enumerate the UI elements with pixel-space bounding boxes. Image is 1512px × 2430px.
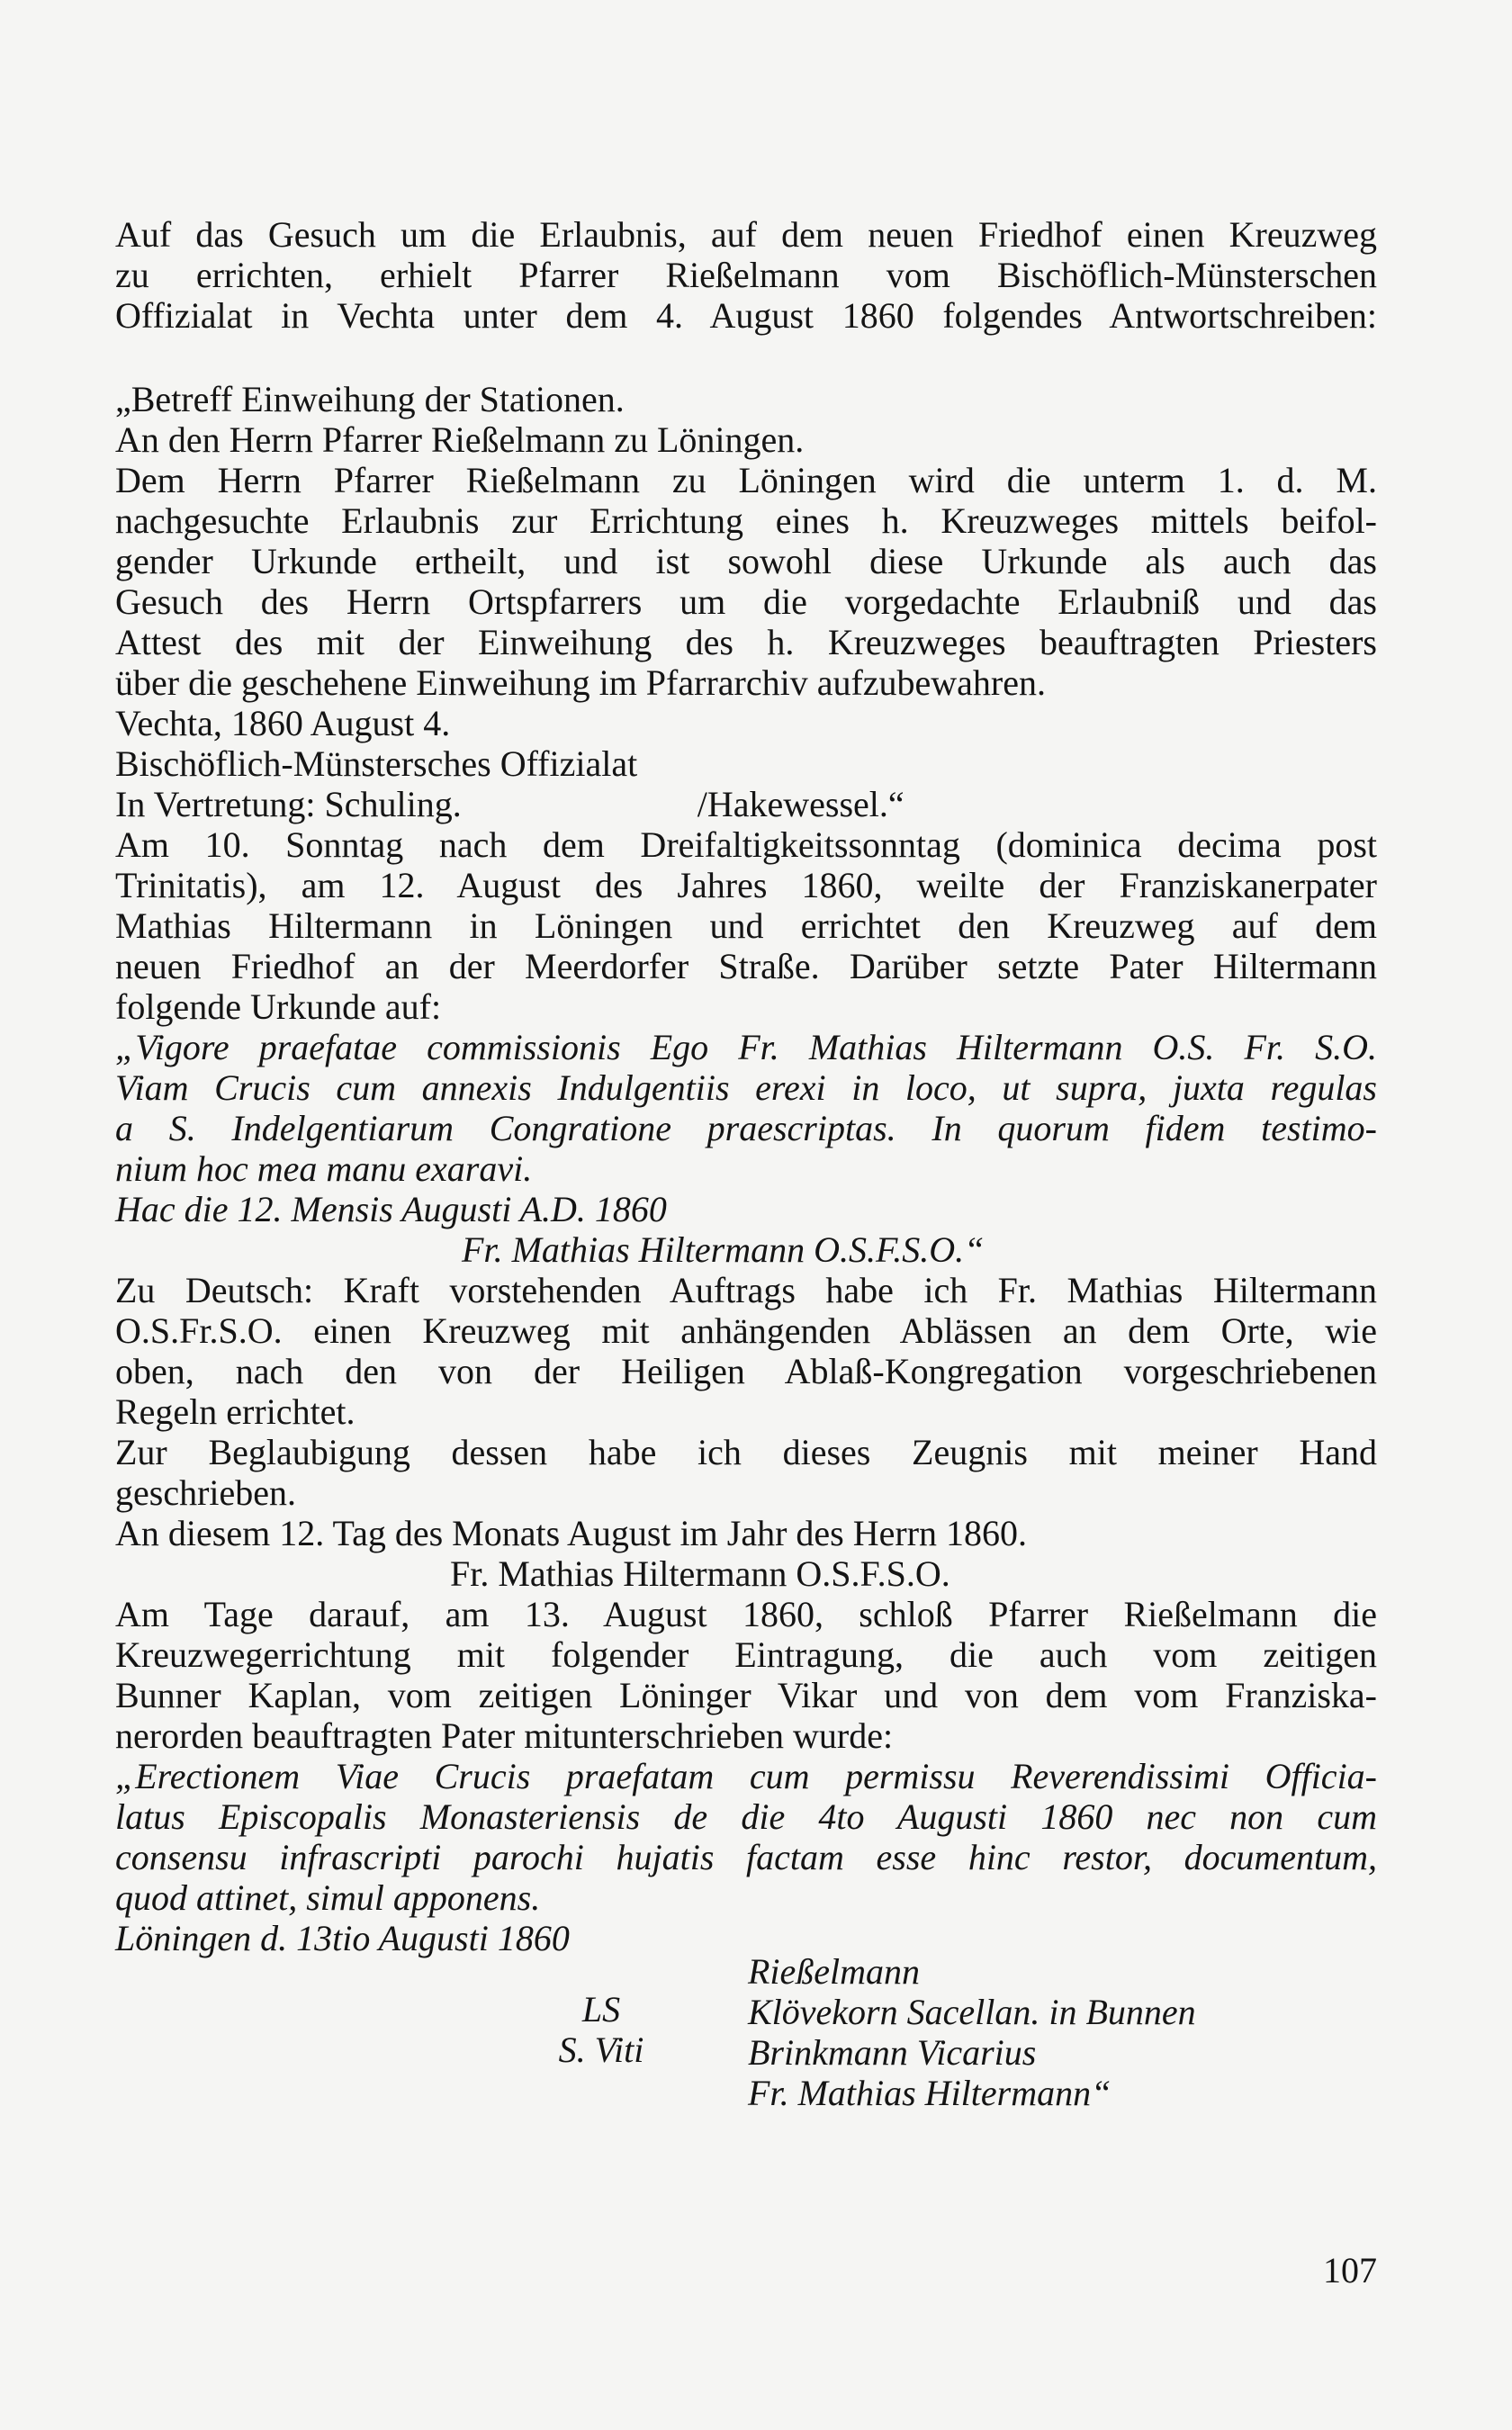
text-line: folgende Urkunde auf: [115,986,442,1027]
letter-sign-left: In Vertretung: Schuling. [115,784,462,824]
text-line: An den Herrn Pfarrer Rießelmann zu Löningen. [115,419,805,460]
text-line: nium hoc mea manu exaravi. [115,1148,533,1189]
signatory: Fr. Mathias Hiltermann“ [748,2073,1112,2113]
signatories [748,1951,1196,2113]
text-line: O.S.Fr.S.O. einen Kreuzweg mit anhängenden Ablässen an dem Orte, wie [115,1310,1377,1351]
text-line: nerorden beauftragten Pater mitunterschrieben wurde: [115,1715,894,1756]
text-line: Zu Deutsch: Kraft vorstehenden Auftrags habe ich Fr. Mathias Hiltermann [115,1270,1377,1310]
text-line: gender Urkunde ertheilt, und ist sowohl diese Urkunde als auch das [115,541,1377,581]
text-line: Dem Herrn Pfarrer Rießelmann zu Löningen wird die unterm 1. d. M. [115,460,1377,500]
letter-signature-line [115,784,1377,824]
text-line: Vechta, 1860 August 4. [115,703,451,743]
signatory: Brinkmann Vicarius [748,2032,1037,2073]
text-line: quod attinet, simul apponens. [115,1877,541,1918]
signatory: Rießelmann [748,1951,921,1992]
text-line: Am Tage darauf, am 13. August 1860, schloß Pfarrer Rießelmann die [115,1594,1377,1634]
text-line: Bischöflich-Münstersches Offizialat [115,743,638,784]
letter-sign-right: /Hakewessel.“ [697,784,904,824]
text-line: Am 10. Sonntag nach dem Dreifaltigkeitssonntag (dominica decima post [115,824,1377,865]
text-line: Mathias Hiltermann in Löningen und errichtet den Kreuzweg auf dem [115,905,1377,946]
text-line: über die geschehene Einweihung im Pfarrarchiv aufzubewahren. [115,662,1047,703]
latin1-signature: Fr. Mathias Hiltermann O.S.F.S.O.“ [462,1229,985,1270]
text-line: Gesuch des Herrn Ortspfarrers um die vorgedachte Erlaubniß und das [115,581,1377,622]
text-line: „Vigore praefatae commissionis Ego Fr. Mathias Hiltermann O.S. Fr. S.O. [115,1027,1377,1067]
text-line: Bunner Kaplan, vom zeitigen Löninger Vikar und von dem vom Franziska- [115,1675,1377,1715]
text-line: a S. Indelgentiarum Congratione praescriptas. In quorum fidem testimo- [115,1108,1377,1148]
text-line: Attest des mit der Einweihung des h. Kreuzweges beauftragten Priesters [115,622,1377,662]
p3-signature: Fr. Mathias Hiltermann O.S.F.S.O. [450,1553,950,1594]
text-line: „Betreff Einweihung der Stationen. [115,379,625,419]
text-line: Offizialat in Vechta unter dem 4. August 1860 folgendes Antwortschreiben: [115,295,1377,336]
text-line: oben, nach den von der Heiligen Ablaß-Kongregation vorgeschriebenen [115,1351,1377,1391]
text-line: „Erectionem Viae Crucis praefatam cum permissu Reverendissimi Officia- [115,1756,1377,1796]
text-line: Auf das Gesuch um die Erlaubnis, auf dem neuen Friedhof einen Kreuzweg [115,214,1377,255]
text-line: Kreuzwegerrichtung mit folgender Eintragung, die auch vom zeitigen [115,1634,1377,1675]
body-text [115,214,1377,1958]
text-line: geschrieben. [115,1472,297,1513]
text-line: neuen Friedhof an der Meerdorfer Straße. Darüber setzte Pater Hiltermann [115,946,1377,986]
text-line: An diesem 12. Tag des Monats August im Jahr des Herrn 1860. [115,1513,1028,1553]
text-line: nachgesuchte Erlaubnis zur Errichtung eines h. Kreuzweges mittels beifol- [115,500,1377,541]
text-line: Löningen d. 13tio Augusti 1860 [115,1918,570,1958]
text-line: consensu infrascripti parochi hujatis factam esse hinc restor, documentum, [115,1837,1377,1877]
text-line: Hac die 12. Mensis Augusti A.D. 1860 [115,1189,667,1229]
seal-line: LS [581,1989,621,2030]
text-line: Trinitatis), am 12. August des Jahres 1860, weilte der Franziskanerpater [115,865,1377,905]
text-line: zu errichten, erhielt Pfarrer Rießelmann vom Bischöflich-Münsterschen [115,255,1377,295]
text-line: Regeln errichtet. [115,1391,356,1432]
signature-block [115,1951,1377,2131]
text-line: Zur Beglaubigung dessen habe ich dieses Zeugnis mit meiner Hand [115,1432,1377,1472]
page-number: 107 [1323,2250,1377,2290]
signatory: Klövekorn Sacellan. in Bunnen [748,1992,1196,2032]
text-line: latus Episcopalis Monasteriensis de die 4to Augusti 1860 nec non cum [115,1796,1377,1837]
seal-line: S. Viti [558,2030,644,2070]
text-line: Viam Crucis cum annexis Indulgentiis erexi in loco, ut supra, juxta regulas [115,1067,1377,1108]
seal [475,1989,727,2070]
